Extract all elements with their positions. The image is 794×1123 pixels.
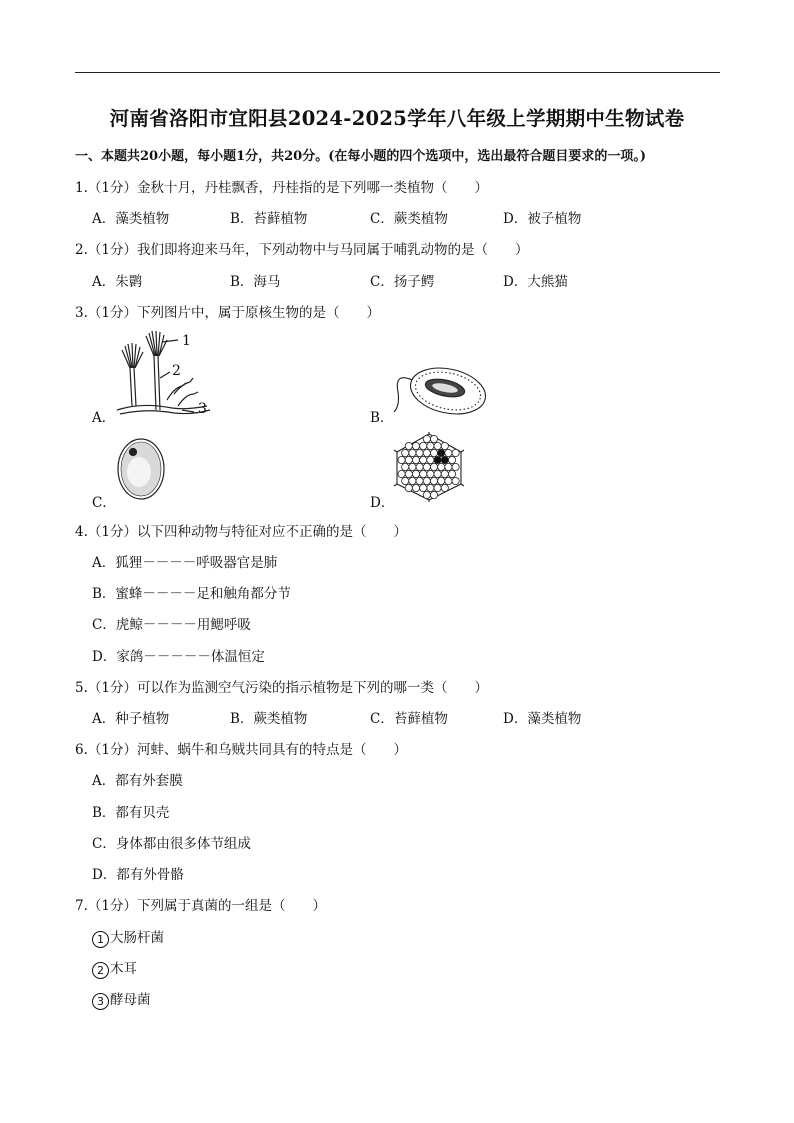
- q7-item-1: [92, 926, 164, 948]
- virus-capsomere: [405, 484, 412, 491]
- q3-figure-d-virus: [393, 432, 465, 502]
- q7-item-3: [92, 988, 151, 1010]
- question-4-stem: 4.（1分）以下四种动物与特征对应不正确的是（ ）: [75, 524, 407, 540]
- virus-capsomere: [427, 484, 434, 491]
- q5-option-a: A．种子植物: [92, 711, 170, 727]
- virus-capsomere: [398, 456, 405, 463]
- virus-capsomere: [416, 463, 423, 470]
- virus-capsomere: [405, 470, 412, 477]
- q7-item-text: 酵母菌: [110, 992, 151, 1008]
- virus-capsomere: [434, 456, 441, 463]
- virus-capsomere: [430, 477, 437, 484]
- q2-option-d: D．大熊猫: [503, 274, 568, 290]
- q2-option-b: B．海马: [230, 274, 281, 290]
- q3-figure-c-cell: [115, 436, 167, 502]
- virus-capsomere: [405, 456, 412, 463]
- virus-capsomere: [438, 449, 445, 456]
- question-2-stem: 2.（1分）我们即将迎来马年，下列动物中与马同属于哺乳动物的是（ ）: [75, 242, 529, 258]
- q3-option-c: C．: [92, 495, 116, 511]
- q3-option-d: D．: [370, 495, 395, 511]
- q7-item-text: 木耳: [110, 961, 137, 977]
- virus-capsomere: [412, 484, 419, 491]
- question-6-stem: 6.（1分）河蚌、蜗牛和乌贼共同具有的特点是（ ）: [75, 742, 407, 758]
- virus-capsomere: [412, 470, 419, 477]
- virus-capsomere: [434, 470, 441, 477]
- virus-capsomere: [430, 491, 437, 498]
- q4-option-a: A．狐狸－－－－呼吸器官是肺: [92, 555, 278, 571]
- virus-capsomere: [409, 449, 416, 456]
- question-5-stem: 5.（1分）可以作为监测空气污染的指示植物是下列的哪一类（ ）: [75, 680, 488, 696]
- virus-capsomere: [438, 463, 445, 470]
- q4-option-b: B．蜜蜂－－－－足和触角都分节: [92, 586, 291, 602]
- virus-capsomere: [430, 463, 437, 470]
- q4-option-d: D．家鸽－－－－－体温恒定: [92, 649, 265, 665]
- q2-option-a: A．朱鹮: [92, 274, 143, 290]
- virus-capsomere: [441, 484, 448, 491]
- virus-capsomere: [412, 456, 419, 463]
- virus-capsomere: [430, 449, 437, 456]
- virus-capsomere: [409, 477, 416, 484]
- virus-capsomere: [445, 449, 452, 456]
- virus-capsomere: [423, 477, 430, 484]
- virus-capsomere: [441, 470, 448, 477]
- q3-figure-b-bacterium: [390, 362, 490, 420]
- q3-option-b: B．: [370, 410, 394, 426]
- virus-capsomere: [452, 463, 459, 470]
- q3-figure-label-1: 1: [182, 333, 191, 349]
- virus-capsomere: [405, 442, 412, 449]
- q1-option-b: B．苔藓植物: [230, 211, 308, 227]
- virus-capsomere: [420, 470, 427, 477]
- q6-option-c: C．身体都由很多体节组成: [92, 836, 251, 852]
- virus-capsomere: [416, 449, 423, 456]
- virus-capsomere: [427, 470, 434, 477]
- question-1-stem: 1.（1分）金秋十月，丹桂飘香，丹桂指的是下列哪一类植物（ ）: [75, 180, 488, 196]
- q5-option-d: D．藻类植物: [503, 711, 582, 727]
- virus-capsomere: [445, 463, 452, 470]
- virus-capsomere: [416, 477, 423, 484]
- virus-capsomere: [427, 442, 434, 449]
- section-heading: 一、本题共20小题，每小题1分，共20分。(在每小题的四个选项中，选出最符合题目要求的一项。): [75, 149, 647, 164]
- virus-capsomere: [438, 477, 445, 484]
- virus-capsomere: [441, 456, 448, 463]
- virus-capsomere: [445, 477, 452, 484]
- virus-capsomere: [402, 463, 409, 470]
- q3-figure-label-2: 2: [172, 363, 181, 379]
- q7-item-2: [92, 957, 137, 979]
- header-rule: [75, 72, 720, 73]
- virus-capsomere: [434, 484, 441, 491]
- question-3-stem: 3.（1分）下列图片中，属于原核生物的是（ ）: [75, 305, 380, 321]
- q1-option-a: A．藻类植物: [92, 211, 170, 227]
- virus-capsomere: [420, 484, 427, 491]
- question-7-stem: 7.（1分）下列属于真菌的一组是（ ）: [75, 898, 326, 914]
- q3-option-a: A．: [92, 410, 116, 426]
- virus-capsomere: [430, 435, 437, 442]
- virus-capsomere: [434, 442, 441, 449]
- q5-option-c: C．苔藓植物: [370, 711, 448, 727]
- page-title: 河南省洛阳市宜阳县2024-2025学年八年级上学期期中生物试卷: [109, 107, 685, 130]
- circled-number: 3: [92, 993, 109, 1010]
- virus-capsomere: [398, 470, 405, 477]
- virus-capsomere: [452, 449, 459, 456]
- virus-capsomere: [441, 442, 448, 449]
- circled-number: 1: [92, 931, 109, 948]
- virus-capsomere: [427, 456, 434, 463]
- q6-option-b: B．都有贝壳: [92, 805, 170, 821]
- virus-capsomere: [448, 456, 455, 463]
- q6-option-a: A．都有外套膜: [92, 773, 183, 789]
- virus-capsomere: [423, 491, 430, 498]
- virus-capsomere: [423, 449, 430, 456]
- virus-capsomere: [402, 449, 409, 456]
- q1-option-d: D．被子植物: [503, 211, 582, 227]
- virus-capsomere: [402, 477, 409, 484]
- q3-figure-label-3: 3: [198, 401, 207, 417]
- virus-capsomere: [423, 463, 430, 470]
- q6-option-d: D．都有外骨骼: [92, 867, 184, 883]
- virus-capsomere: [448, 470, 455, 477]
- virus-capsomere: [412, 442, 419, 449]
- circled-number: 2: [92, 962, 109, 979]
- q4-option-c: C．虎鲸－－－－用鳃呼吸: [92, 617, 251, 633]
- q7-item-text: 大肠杆菌: [110, 930, 164, 946]
- virus-capsomere: [423, 435, 430, 442]
- virus-capsomere: [420, 442, 427, 449]
- virus-capsomere: [409, 463, 416, 470]
- q1-option-c: C．蕨类植物: [370, 211, 448, 227]
- q2-option-c: C．扬子鳄: [370, 274, 435, 290]
- q5-option-b: B．蕨类植物: [230, 711, 308, 727]
- virus-capsomere: [452, 477, 459, 484]
- virus-capsomere: [420, 456, 427, 463]
